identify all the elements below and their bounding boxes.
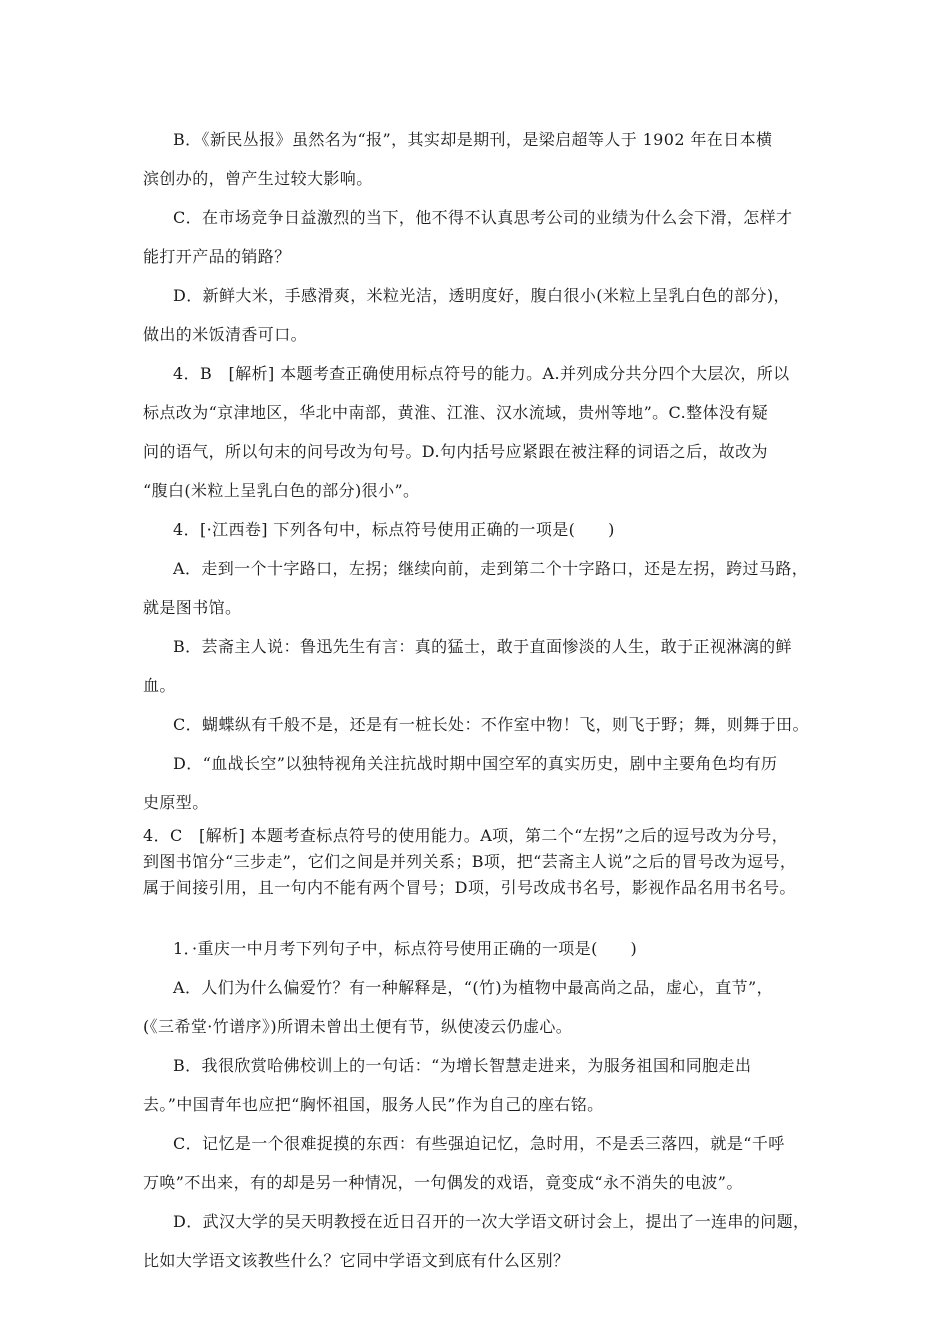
option-b-line-2: 滨创办的，曾产生过较大影响。 — [143, 169, 373, 188]
q4-option-c: C．蝴蝶纵有千般不是，还是有一桩长处：不作室中物！飞，则飞于野；舞，则舞于田。 — [173, 715, 809, 734]
question-4-stem: 4．[·江西卷] 下列各句中，标点符号使用正确的一项是( ) — [173, 520, 615, 539]
question-1-stem: 1．·重庆一中月考下列句子中，标点符号使用正确的一项是( ) — [173, 939, 638, 958]
option-c-line-1: C．在市场竞争日益激烈的当下，他不得不认真思考公司的业绩为什么会下滑，怎样才 — [173, 208, 793, 227]
q4-option-b-line-1: B．芸斋主人说：鲁迅先生有言：真的猛士，敢于直面惨淡的人生，敢于正视淋漓的鲜 — [173, 637, 792, 656]
q1-option-a-line-2: (《三希堂·竹谱序》)所谓未曾出土便有节，纵使凌云仍虚心。 — [143, 1017, 573, 1036]
q4-option-d-line-1: D．“血战长空”以独特视角关注抗战时期中国空军的真实历史，剧中主要角色均有历 — [173, 754, 778, 773]
q4-option-a-line-2: 就是图书馆。 — [143, 598, 242, 617]
q4-option-b-line-2: 血。 — [143, 676, 176, 695]
q1-option-c-line-2: 万唤”不出来，有的却是另一种情况，一句偶发的戏语，竟变成“永不消失的电波”。 — [143, 1173, 743, 1192]
q1-option-d-line-2: 比如大学语文该教些什么？它同中学语文到底有什么区别？ — [143, 1251, 570, 1270]
answer-3-line-3: 问的语气，所以句末的问号改为句号。D.句内括号应紧跟在被注释的词语之后，故改为 — [143, 442, 768, 461]
option-b-line-1: B．《新民丛报》虽然名为“报”，其实却是期刊，是梁启超等人于 1902 年在日本横 — [173, 130, 773, 149]
q1-option-b-line-2: 去。”中国青年也应把“胸怀祖国，服务人民”作为自己的座右铭。 — [143, 1095, 604, 1114]
answer-3-line-4: “腹白(米粒上呈乳白色的部分)很小”。 — [143, 481, 420, 500]
answer-3-line-2: 标点改为“京津地区，华北中南部，黄淮、江淮、汉水流域，贵州等地”。C.整体没有疑 — [143, 403, 769, 422]
q1-option-a-line-1: A．人们为什么偏爱竹？有一种解释是，“(竹)为植物中最高尚之品，虚心，直节”， — [173, 978, 773, 997]
answer-4-paragraph: 4．C [解析] 本题考查标点符号的使用能力。A项，第二个“左拐”之后的逗号改为分号，到图书馆分“三步走”，它们之间是并列关系；B项，把“芸斋主人说”之后的冒号改为逗号，属于间接引用，且一句内不能有两个冒号；D项，引号改成书名号，影视作品名用书名号。 — [143, 826, 797, 897]
option-d-line-2: 做出的米饭清香可口。 — [143, 325, 308, 344]
q1-option-d-line-1: D．武汉大学的吴天明教授在近日召开的一次大学语文研讨会上，提出了一连串的问题， — [173, 1212, 810, 1231]
q4-option-d-line-2: 史原型。 — [143, 793, 209, 812]
answer-3-line-1: 4．B [解析] 本题考查正确使用标点符号的能力。A.并列成分共分四个大层次，所以 — [173, 364, 790, 383]
option-d-line-1: D．新鲜大米，手感滑爽，米粒光洁，透明度好，腹白很小(米粒上呈乳白色的部分)， — [173, 286, 790, 305]
q4-option-a-line-1: A．走到一个十字路口，左拐；继续向前，走到第二个十字路口，还是左拐，跨过马路， — [173, 559, 809, 578]
q1-option-b-line-1: B．我很欣赏哈佛校训上的一句话：“为增长智慧走进来，为服务祖国和同胞走出 — [173, 1056, 752, 1075]
option-c-line-2: 能打开产品的销路？ — [143, 247, 291, 266]
q1-option-c-line-1: C．记忆是一个很难捉摸的东西：有些强迫记忆，急时用，不是丢三落四，就是“千呼 — [173, 1134, 785, 1153]
